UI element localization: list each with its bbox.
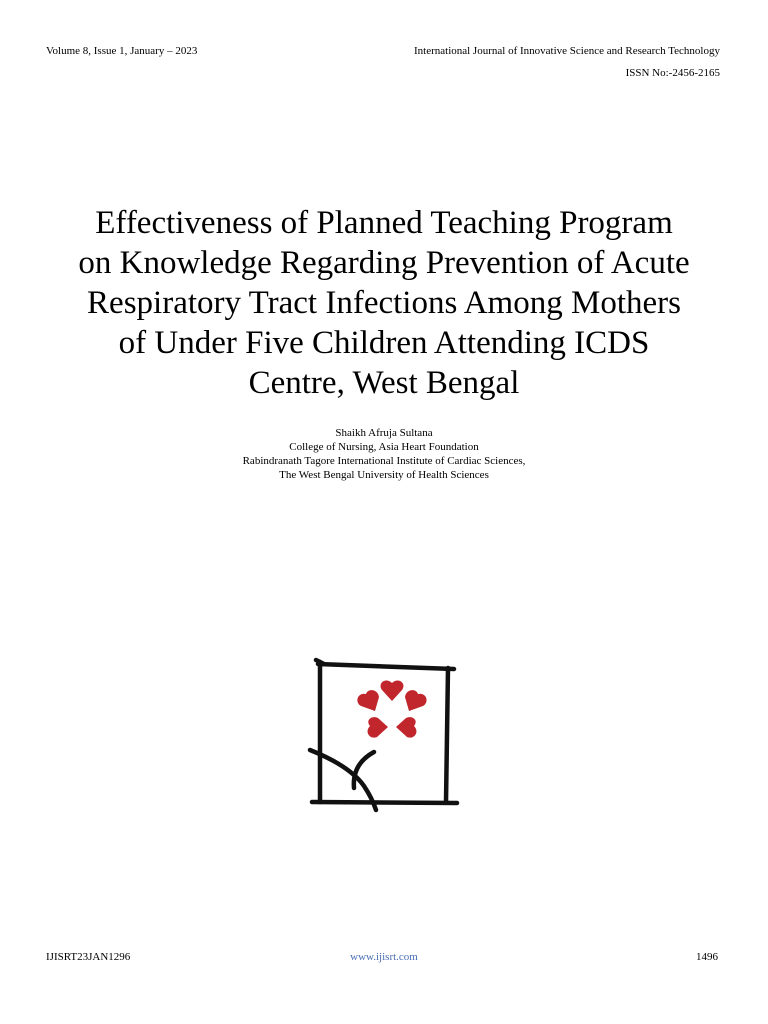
journal-volume-issue: Volume 8, Issue 1, January – 2023 <box>46 45 198 57</box>
paper-title-line: of Under Five Children Attending ICDS <box>118 325 650 361</box>
paper-id: IJISRT23JAN1296 <box>46 951 131 963</box>
author-name: Shaikh Afruja Sultana <box>335 427 433 439</box>
author-affiliation: The West Bengal University of Health Sciences <box>279 469 489 481</box>
author-affiliation: Rabindranath Tagore International Institute of Cardiac Sciences, <box>242 455 526 467</box>
journal-website-link[interactable]: www.ijisrt.com <box>350 951 418 963</box>
journal-name: International Journal of Innovative Science and Research Technology <box>413 45 720 57</box>
paper-title-line: on Knowledge Regarding Prevention of Acute <box>78 245 690 281</box>
author-affiliation: College of Nursing, Asia Heart Foundation <box>289 441 479 453</box>
journal-header <box>414 44 720 80</box>
paper-title-line: Effectiveness of Planned Teaching Program <box>95 205 673 241</box>
author-block <box>0 426 768 482</box>
journal-issn: ISSN No:-2456-2165 <box>625 67 720 79</box>
paper-title <box>30 203 738 403</box>
paper-title-line: Centre, West Bengal <box>248 365 520 401</box>
paper-title-line: Respiratory Tract Infections Among Mothers <box>87 285 681 321</box>
heart-flower-logo-icon <box>302 652 466 820</box>
page-number: 1496 <box>696 951 718 963</box>
